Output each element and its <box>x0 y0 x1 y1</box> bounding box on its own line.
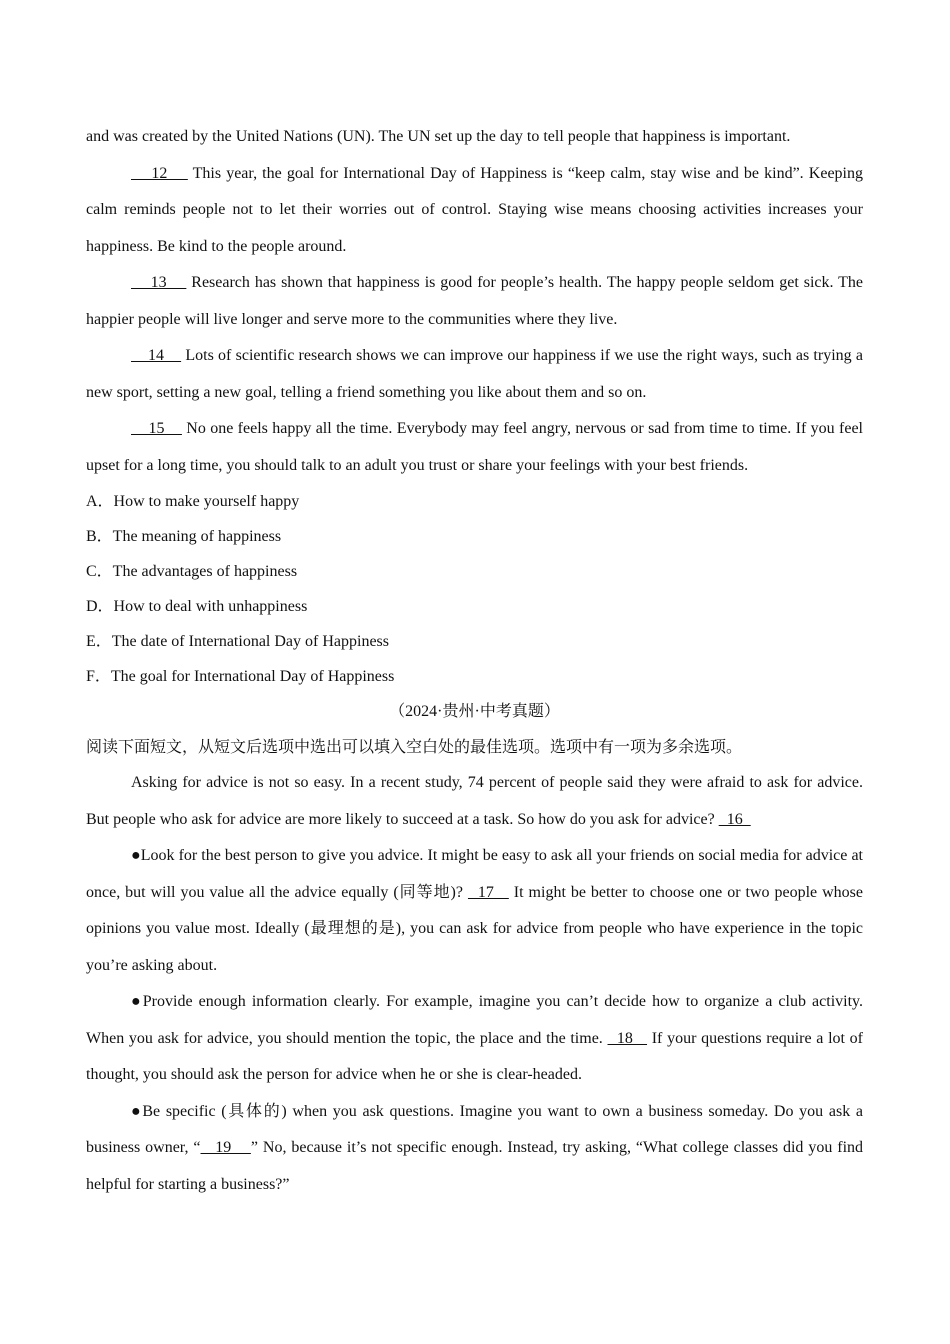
paragraph <box>86 119 863 156</box>
paragraph <box>86 338 863 411</box>
paragraph <box>86 265 863 338</box>
instruction-text: 阅读下面短文，从短文后选项中选出可以填入空白处的最佳选项。选项中有一项为多余选项。 <box>86 739 743 756</box>
paragraph <box>86 765 863 838</box>
paragraph-text: Asking for advice is not so easy. In a recent study, 74 percent of people said they were afraid to ask for advice. But people who ask for advice are more likely to succeed at a task. So how do you ask for advice? <box>86 774 863 828</box>
paragraph-text: If your questions require a lot of thought, you should ask the person for advice when he or she is clear-headed. <box>86 1029 864 1083</box>
passage-1 <box>86 119 863 484</box>
paragraph <box>86 1094 863 1204</box>
paragraph-text: It might be better to choose one or two people whose opinions you value most. Ideally (最理想的是), you can ask for advice from people who have experience in the topic you’re asking about. <box>86 883 863 974</box>
answer-blank: 13 <box>131 274 187 291</box>
paragraph-text: ●Provide enough information clearly. For example, imagine you can’t decide how to organize a club activity. When you ask for advice, you should mention the topic, the place and the time. <box>86 993 863 1047</box>
paragraph <box>86 156 863 266</box>
paragraph-text: ” No, because it’s not specific enough. Instead, try asking, “What college classes did you find helpful for starting a business?” <box>86 1139 864 1193</box>
paragraph-text: ●Look for the best person to give you advice. It might be easy to ask all your friends on social media for advice at once, but will you value all the advice equally (同等地)? <box>86 847 863 901</box>
option-item: F．The goal for International Day of Happiness <box>86 668 395 685</box>
answer-blank: 16 <box>718 810 751 828</box>
answer-blank: 12 <box>131 164 188 182</box>
paragraph-text: and was created by the United Nations (UN). The UN set up the day to tell people that happiness is important. <box>86 128 791 145</box>
paragraph-text: ●Be specific (具体的) when you ask questions. Imagine you want to own a business someday. Do you ask a business owner, “ <box>86 1102 863 1156</box>
option-item: A．How to make yourself happy <box>86 493 300 510</box>
paragraph <box>86 411 863 484</box>
source-label: （2024·贵州·中考真题） <box>389 703 560 720</box>
option-item: C．The advantages of happiness <box>86 563 298 580</box>
option-item: E．The date of International Day of Happiness <box>86 633 390 650</box>
paragraph-text: Lots of scientific research shows we can improve our happiness if we use the right ways, such as trying a new sport, setting a new goal, telling a friend something you like about them and so on. <box>86 347 864 401</box>
answer-blank: 18 <box>607 1029 648 1047</box>
paragraph-text: No one feels happy all the time. Everybody may feel angry, nervous or sad from time to time. If you feel upset for a long time, you should talk to an adult you trust or share your feelings with your best friends. <box>86 420 864 474</box>
option-item: B．The meaning of happiness <box>86 528 282 545</box>
paragraph <box>86 838 863 984</box>
answer-blank: 17 <box>467 883 509 901</box>
document-page <box>86 119 863 1203</box>
option-item: D．How to deal with unhappiness <box>86 598 308 615</box>
passage-2 <box>86 765 863 1203</box>
answer-blank: 19 <box>200 1139 251 1156</box>
paragraph-text: Research has shown that happiness is good for people’s health. The happy people seldom get sick. The happier people will live longer and serve more to the communities where they live. <box>86 274 864 328</box>
paragraph <box>86 984 863 1094</box>
answer-blank: 14 <box>131 347 182 364</box>
paragraph-text: This year, the goal for International Day of Happiness is “keep calm, stay wise and be kind”. Keeping calm reminds people not to let their worries out of control. Staying wise means choosing activities increases your happiness. Be kind to the people around. <box>86 164 863 255</box>
answer-blank: 15 <box>131 420 182 437</box>
options-list <box>86 484 863 694</box>
